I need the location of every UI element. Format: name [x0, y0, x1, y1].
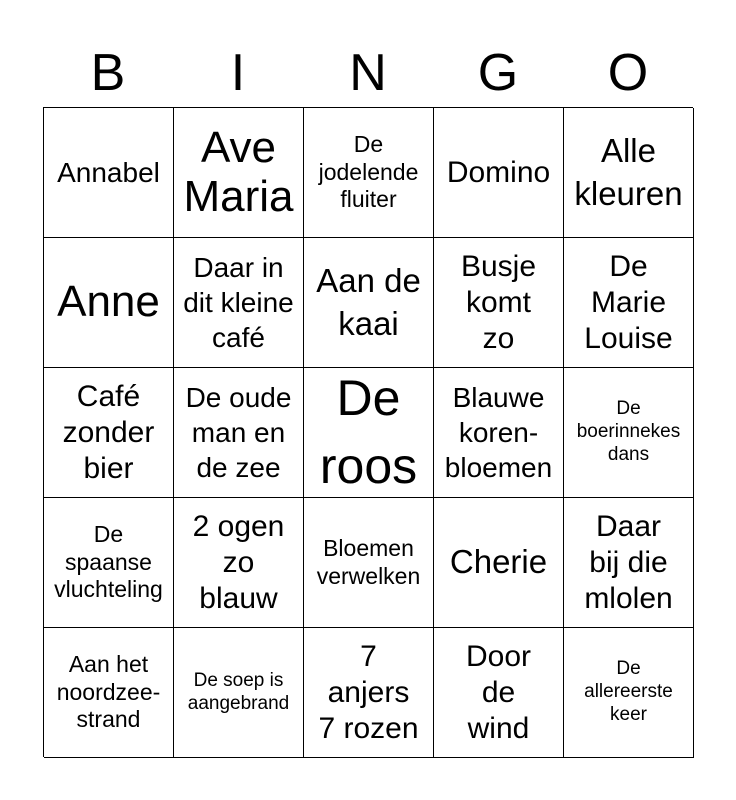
cell-text: Bloemen verwelken: [316, 534, 421, 589]
bingo-cell[interactable]: [304, 498, 434, 628]
cell-text: Ave Maria: [183, 123, 294, 221]
bingo-cell[interactable]: [434, 108, 564, 238]
cell-text: Domino: [446, 155, 551, 189]
header-letter-n: N: [349, 44, 387, 102]
bingo-cell[interactable]: [304, 108, 434, 238]
cell-text: Daar in dit kleine café: [183, 252, 294, 353]
header-letter-g: G: [477, 44, 519, 102]
cell-text: Aan het noordzee- strand: [56, 651, 161, 733]
bingo-grid: [43, 107, 693, 757]
cell-text: 7 anjers 7 rozen: [318, 639, 419, 745]
bingo-cell[interactable]: [174, 368, 304, 498]
bingo-cell[interactable]: [174, 108, 304, 238]
bingo-cell[interactable]: [434, 628, 564, 758]
cell-text: 2 ogen zo blauw: [192, 509, 285, 615]
bingo-cell[interactable]: [564, 628, 694, 758]
cell-text: De soep is aangebrand: [187, 669, 290, 714]
bingo-cell[interactable]: [304, 238, 434, 368]
bingo-cell[interactable]: [434, 238, 564, 368]
cell-text: Blauwe koren- bloemen: [444, 382, 553, 483]
header-letter-o: O: [607, 44, 649, 102]
cell-text: Annabel: [57, 157, 160, 188]
bingo-cell[interactable]: [564, 498, 694, 628]
bingo-cell[interactable]: [564, 368, 694, 498]
bingo-cell[interactable]: [44, 238, 174, 368]
bingo-cell[interactable]: [44, 368, 174, 498]
bingo-cell[interactable]: [174, 238, 304, 368]
bingo-cell[interactable]: [434, 368, 564, 498]
bingo-cell[interactable]: [564, 108, 694, 238]
bingo-cell[interactable]: [434, 498, 564, 628]
bingo-cell[interactable]: [564, 238, 694, 368]
cell-text: De oude man en de zee: [185, 382, 292, 483]
cell-text: De boerinnekes dans: [576, 398, 681, 465]
bingo-cell[interactable]: [304, 368, 434, 498]
cell-text: Daar bij die mlolen: [584, 509, 673, 615]
bingo-cell[interactable]: [44, 498, 174, 628]
cell-text: Door de wind: [465, 639, 532, 745]
header-letter-b: B: [90, 44, 126, 102]
cell-text: De jodelende fluiter: [318, 131, 419, 213]
bingo-cell[interactable]: [174, 628, 304, 758]
cell-text: De Marie Louise: [584, 249, 673, 355]
header-letter-i: I: [230, 44, 246, 102]
cell-text: Cherie: [449, 543, 548, 581]
cell-text: Aan de kaai: [316, 261, 421, 342]
bingo-cell[interactable]: [174, 498, 304, 628]
cell-text: De allereerste keer: [584, 658, 673, 725]
cell-text: Alle kleuren: [574, 131, 683, 212]
cell-text: Café zonder bier: [62, 379, 155, 485]
bingo-header: [43, 38, 693, 108]
bingo-cell[interactable]: [304, 628, 434, 758]
bingo-cell[interactable]: [44, 108, 174, 238]
cell-text: Anne: [57, 277, 160, 327]
cell-text: Busje komt zo: [460, 249, 537, 355]
bingo-cell[interactable]: [44, 628, 174, 758]
cell-text: De spaanse vluchteling: [54, 521, 163, 603]
cell-text: De roos: [319, 370, 418, 494]
